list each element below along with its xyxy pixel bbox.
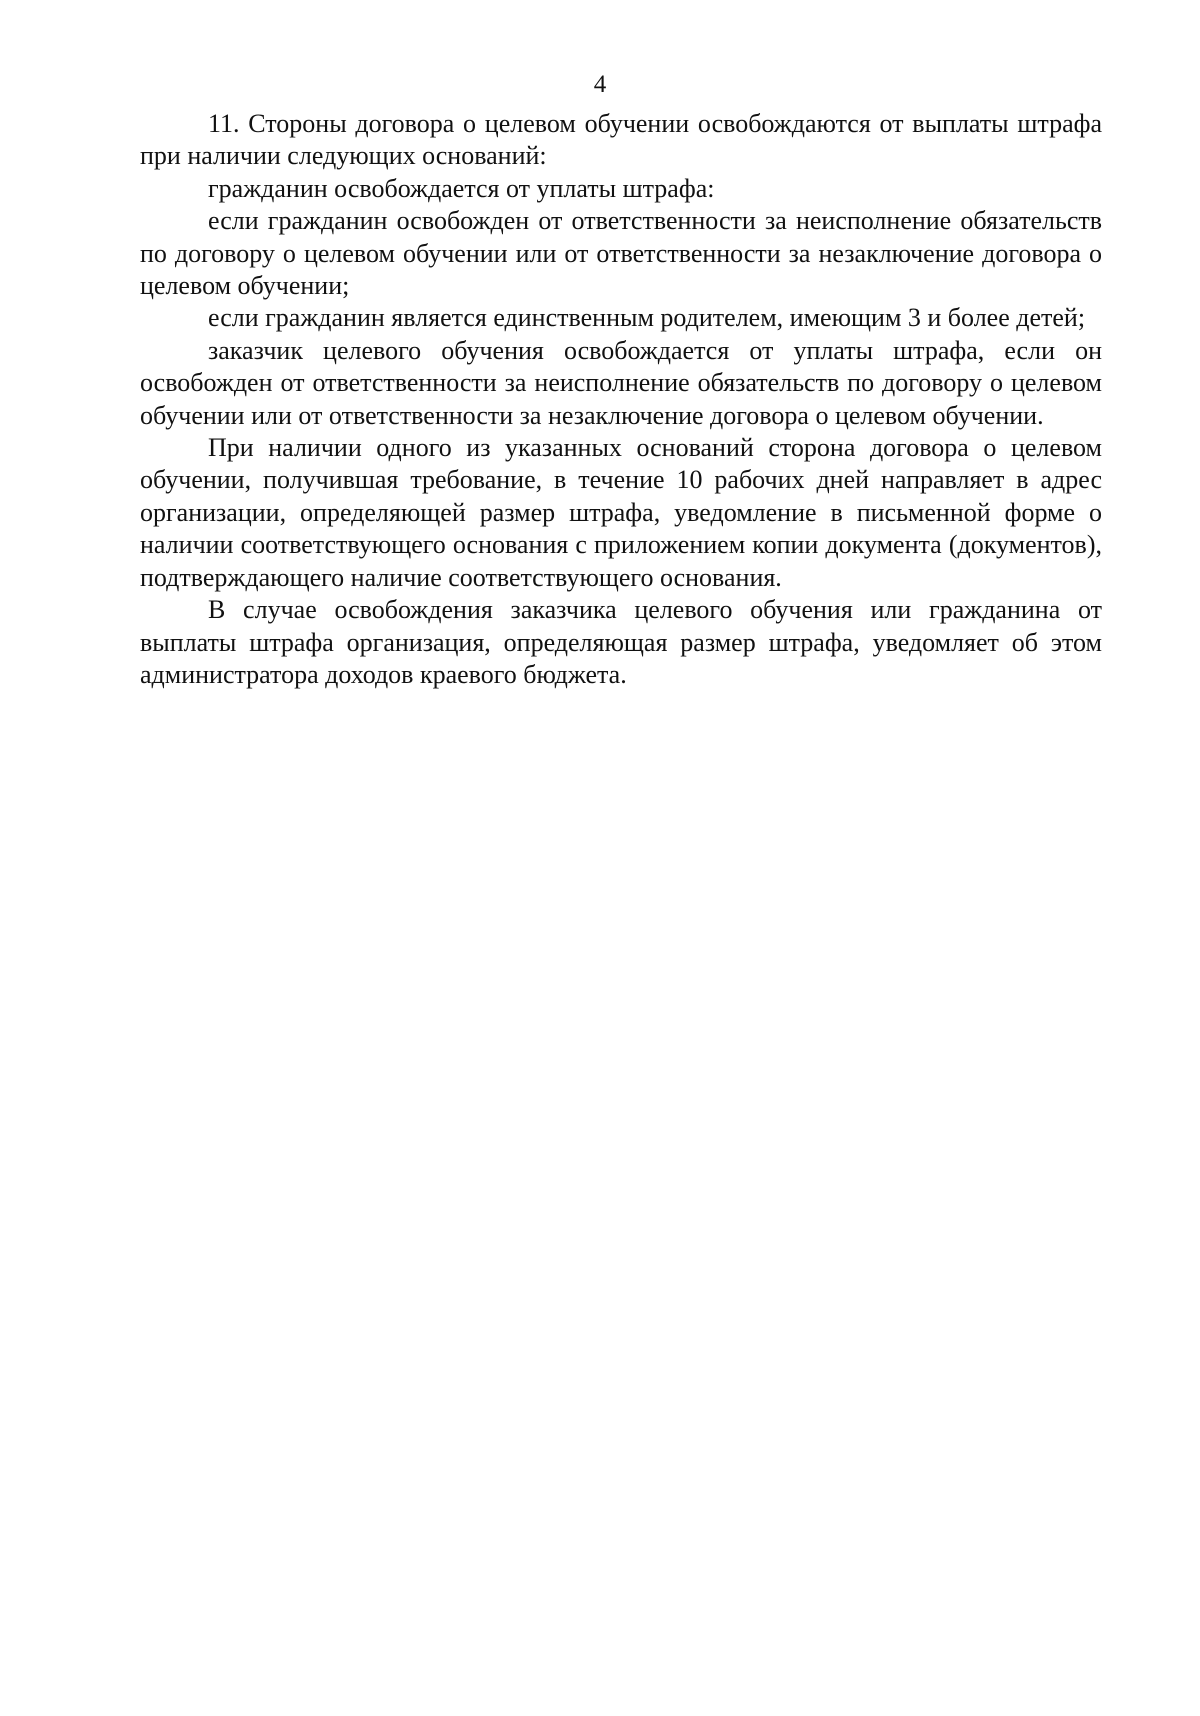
paragraph-citizen-liability-exemption: если гражданин освобожден от ответственности за неисполнение обязательств по договору о целевом обучении или от ответственности за незаключение договора о целевом обучении; [140,206,1102,301]
document-body [140,108,1102,691]
paragraph-budget-administrator: В случае освобождения заказчика целевого обучения или гражданина от выплаты штрафа организация, определяющая размер штрафа, уведомляет об этом администратора доходов краевого бюджета. [140,595,1102,689]
paragraph-citizen-exemption: гражданин освобождается от уплаты штрафа: [208,173,715,203]
paragraph-single-parent: если гражданин является единственным родителем, имеющим 3 и более детей; [208,303,1086,333]
paragraph-customer-exemption: заказчик целевого обучения освобождается от уплаты штрафа, если он освобожден от ответственности за неисполнение обязательств по договору о целевом обучении или от ответственности за незаключение договора о целевом обучении. [140,335,1102,430]
page-number: 4 [593,71,607,98]
paragraph-notification-procedure: При наличии одного из указанных оснований сторона договора о целевом обучении, получившая требование, в течение 10 рабочих дней направляет в адрес организации, определяющей размер штрафа, уведомление в письменной форме о наличии соответствующего основания с приложением копии документа (документов), подтверждающего наличие соответствующего основания. [140,433,1102,592]
paragraph-clause-11: 11. Стороны договора о целевом обучении освобождаются от выплаты штрафа при наличии следующих оснований: [140,109,1102,171]
